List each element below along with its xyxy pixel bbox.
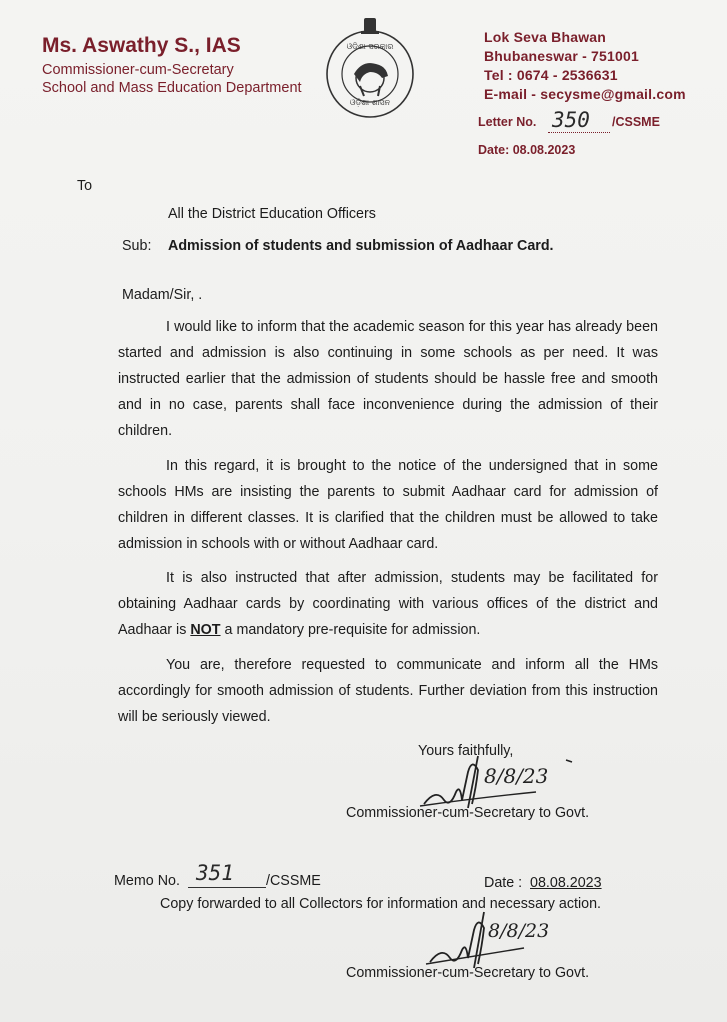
paragraph-3-part-a: It is also instructed that after admission, students may be facilitated for obtaining Aadhaar cards by coordinating with various offices of the district and Aadhaar is: [118, 570, 658, 638]
memo-signatory: Commissioner-cum-Secretary to Govt.: [346, 965, 590, 981]
address-line1: Lok Seva Bhawan: [484, 29, 607, 45]
closing: Yours faithfully,: [418, 743, 514, 759]
subject: Admission of students and submission of Aadhaar Card.: [168, 238, 554, 254]
officer-name: Ms. Aswathy S., IAS: [42, 34, 241, 57]
letter-no-suffix: /CSSME: [612, 115, 660, 129]
letter-date: Date: 08.08.2023: [478, 143, 576, 157]
letter-no-label: Letter No.: [478, 115, 537, 129]
officer-designation: Commissioner-cum-Secretary: [42, 62, 234, 78]
memo-label: Memo No.: [114, 873, 180, 889]
copy-forwarded: Copy forwarded to all Collectors for information and necessary action.: [160, 896, 602, 912]
letter-no-underline: [548, 132, 610, 133]
emblem-text-top: ଓଡ଼ିଶା ସରକାର: [346, 42, 394, 51]
subject-label: Sub:: [122, 238, 152, 254]
not-emphasis: NOT: [190, 622, 221, 638]
recipient: All the District Education Officers: [168, 206, 376, 222]
paragraph-2: In this regard, it is brought to the notice of the undersigned that in some schools HMs are insisting the parents to submit Aadhaar card for admission of children in different classes. It is clarified that the children must be allowed to take admission in schools with or without Aadhaar card.: [118, 458, 658, 552]
letter-no-handwritten: 350: [552, 108, 590, 132]
salutation: Madam/Sir, .: [122, 287, 203, 303]
memo-date: 08.08.2023: [530, 875, 602, 891]
odisha-emblem: [324, 16, 416, 120]
memo-date-label: Date :: [484, 875, 523, 891]
paragraph-3-part-b: a mandatory pre-requisite for admission.: [224, 622, 481, 638]
signature-2: [424, 908, 574, 970]
paragraph-1: I would like to inform that the academic season for this year has already been started and admission is also continuing in some schools as per need. It was instructed earlier that the admission of students should be hassle free and smooth and in no case, parents shall face inconvenience during the admission of their children.: [118, 319, 658, 439]
memo-suffix: /CSSME: [266, 873, 321, 889]
memo-underline: [188, 887, 266, 888]
signature-1-date: 8/8/23: [484, 764, 549, 788]
telephone: Tel : 0674 - 2536631: [484, 67, 618, 83]
to-label: To: [77, 178, 93, 194]
paragraph-4: You are, therefore requested to communicate and inform all the HMs accordingly for smooth admission of students. Further deviation from this instruction will be seriously viewed.: [118, 657, 658, 725]
email: E-mail - secysme@gmail.com: [484, 86, 686, 102]
address-line2: Bhubaneswar - 751001: [484, 48, 639, 64]
signatory: Commissioner-cum-Secretary to Govt.: [346, 805, 590, 821]
memo-number-handwritten: 351: [196, 861, 234, 885]
emblem-text-bottom: ଓଡ଼ିଶା ଶାସନ: [349, 98, 391, 107]
department-name: School and Mass Education Department: [42, 80, 302, 96]
signature-2-date: 8/8/23: [488, 920, 550, 942]
paragraph-3: [118, 565, 658, 643]
signature-1: [416, 748, 586, 810]
